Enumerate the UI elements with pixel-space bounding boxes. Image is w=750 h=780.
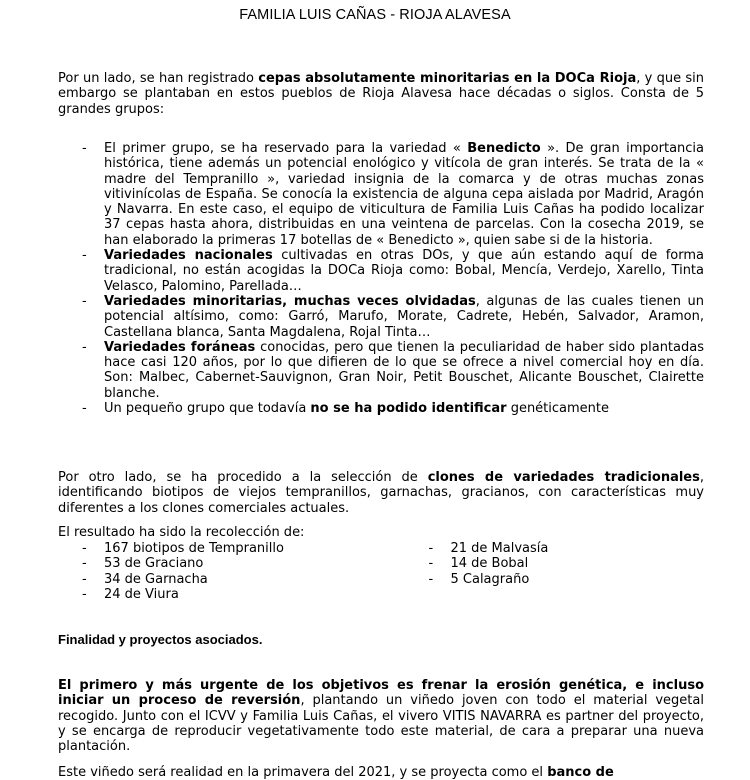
- list-item: - El primer grupo, se ha reservado para la variedad « Benedicto ». De gran importancia histórica, tiene además un potencial enológico y vitícola de gran interés. Se trata de la « madre del Tempranillo », variedad insignia de la comarca y de otras muchas zonas vitivinícolas de España. Se conocía la existencia de alguna cepa aislada por Madrid, Aragón y Navarra. En este caso, el equipo de viticultura de Familia Luis Cañas ha podido localizar 37 cepas hasta ahora, distribuidas en una veintena de parcelas. Con la cosecha 2019, se han elaborado la primeras 17 botellas de « Benedicto », quien sabe si de la historia.: [82, 141, 704, 248]
- result-column-1: [58, 541, 358, 602]
- result-intro: El resultado ha sido la recolección de:: [58, 525, 305, 540]
- list-item: - 5 Calagraño: [428, 571, 530, 587]
- section-heading: Finalidad y proyectos asociados.: [58, 632, 263, 647]
- list-item: - Variedades foráneas conocidas, pero que tienen la peculiaridad de haber sido plantadas hace casi 120 años, por lo que difieren de lo que se ofrece a nivel comercial hoy en día. Son: Malbec, Cabernet-Sauvignon, Gran Noir, Petit Bouschet, Alicante Bouschet, Clairette blanche.: [82, 339, 704, 401]
- list-item: - Variedades nacionales cultivadas en otras DOs, y que aún estando aquí de forma tradicional, no están acogidas la DOCa Rioja como: Bobal, Mencía, Verdejo, Xarello, Tinta Velasco, Palomino, Parellada…: [82, 248, 704, 294]
- groups-list: [58, 141, 704, 416]
- list-item: - 34 de Garnacha: [82, 571, 208, 587]
- last-paragraph: Este viñedo será realidad en la primavera del 2021, y se proyecta como el banco de: [58, 765, 614, 780]
- intro-paragraph: Por un lado, se han registrado cepas absolutamente minoritarias en la DOCa Rioja, y que sin embargo se plantaban en estos pueblos de Rioja Alavesa hace décadas o siglos. Consta de 5 grandes grupos:: [58, 71, 705, 117]
- result-list: [58, 541, 704, 602]
- list-item: - 24 de Viura: [82, 586, 179, 602]
- page-header: FAMILIA LUIS CAÑAS - RIOJA ALAVESA: [239, 7, 511, 23]
- list-item: - 21 de Malvasía: [428, 541, 549, 556]
- list-item: - Variedades minoritarias, muchas veces olvidadas, algunas de las cuales tienen un potencial altísimo, como: Garró, Marufo, Morate, Cadrete, Hebén, Salvador, Aramon, Castellana blanca, Santa Magdalena, Rojal Tinta…: [82, 293, 704, 340]
- list-item: - 167 biotipos de Tempranillo: [82, 541, 284, 556]
- list-item: - 14 de Bobal: [428, 556, 529, 572]
- list-item: - 53 de Graciano: [82, 556, 204, 572]
- purpose-paragraph: El primero y más urgente de los objetivos es frenar la erosión genética, e incluso iniciar un proceso de reversión, plantando un viñedo joven con todo el material vegetal recogido. Junto con el ICVV y Familia Luis Cañas, el vivero VITIS NAVARRA es partner del proyecto, y se encarga de reproducir vegetativamente todo este material, de cara a preparar una nueva plantación.: [58, 678, 704, 755]
- result-column-2: [405, 541, 705, 602]
- list-item: - Un pequeño grupo que todavía no se ha podido identificar genéticamente: [82, 401, 610, 417]
- clones-paragraph: Por otro lado, se ha procedido a la selección de clones de variedades tradicionales, identificando biotipos de viejos tempranillos, garnachas, gracianos, con características muy diferentes a los clones comerciales actuales.: [58, 470, 705, 516]
